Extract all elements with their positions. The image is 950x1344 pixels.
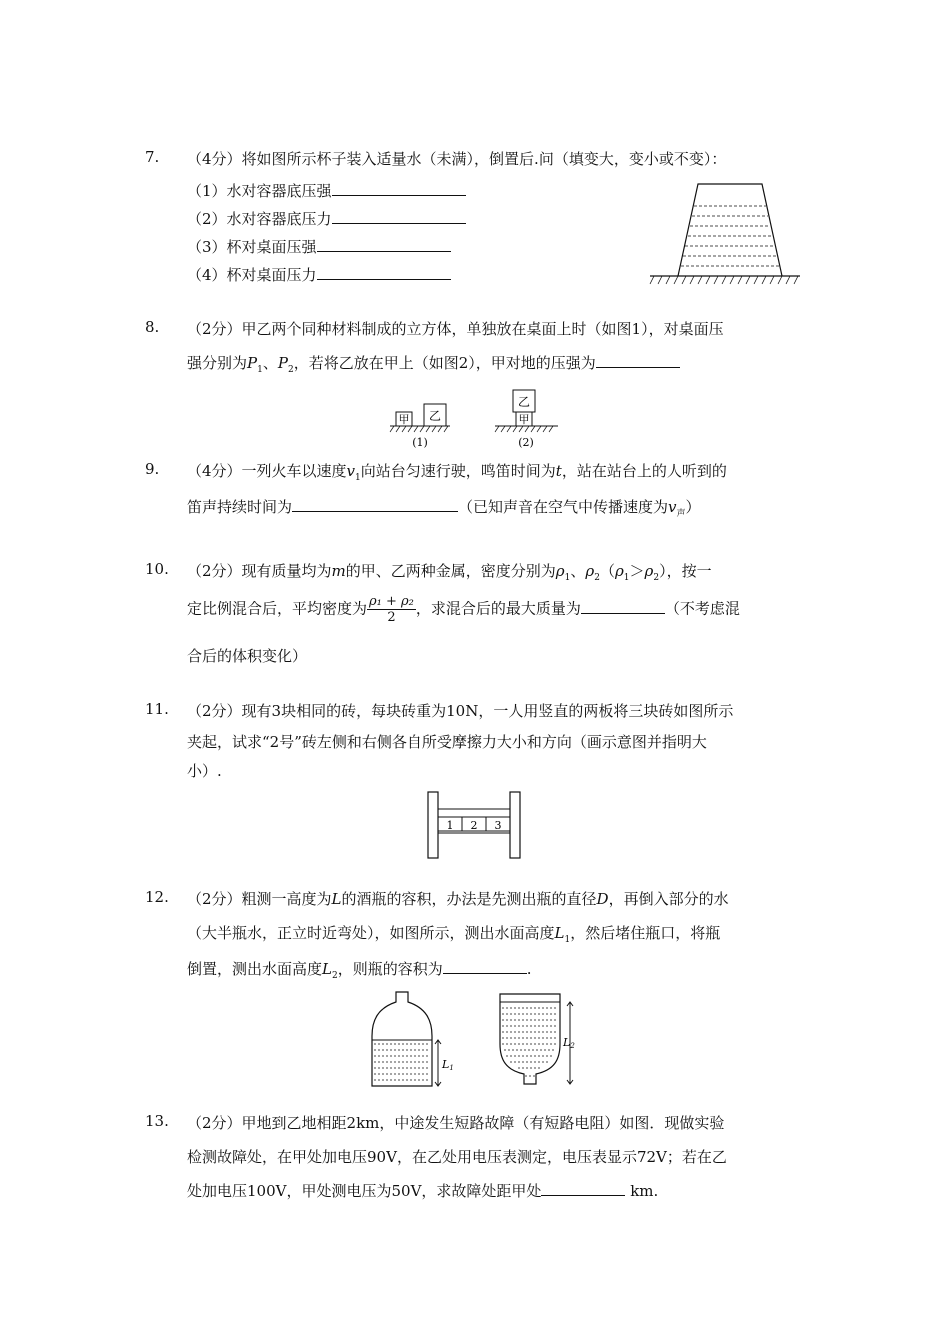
vs-symbol: v [668, 498, 677, 516]
v1-subscript: 1 [355, 473, 361, 483]
rho1-subscript: 1 [623, 573, 630, 583]
separator: 、 [570, 562, 586, 580]
q9-text: ） [685, 498, 701, 516]
jia-label: 甲 [398, 413, 410, 426]
q8-line-1: （2分）甲乙两个同种材料制成的立方体，单独放在桌面上时（如图1），对桌面压 [187, 320, 724, 338]
D-symbol: D [596, 890, 609, 908]
q10-line-3: 合后的体积变化） [187, 647, 308, 665]
paren: （ [599, 562, 615, 580]
q9-number: 9. [145, 460, 160, 478]
q13-text: ，甲处测电压为 [286, 1182, 392, 1200]
q10-text: ，求混合后的最大质量为 [415, 599, 581, 618]
rho2-subscript: 2 [594, 573, 600, 583]
L2-figure-label: L2 [563, 1036, 575, 1050]
answer-blank[interactable] [332, 209, 466, 224]
brick-weight: 10N [446, 702, 479, 720]
vs-subscript: 声 [676, 509, 686, 519]
yi-label: 乙 [517, 395, 531, 409]
distance-value: 2km [346, 1114, 380, 1132]
q8-number: 8. [145, 318, 160, 336]
voltage-value: 50V [391, 1182, 422, 1200]
answer-blank[interactable] [443, 959, 527, 974]
q7-item-4 [187, 264, 451, 285]
fraction-denominator: 2 [387, 610, 396, 625]
brick-count: 3 [271, 702, 282, 720]
q13-number: 13. [145, 1112, 169, 1130]
fig2-caption: (2) [518, 436, 534, 449]
q7-item-4-text: （4）杯对桌面压力 [187, 266, 317, 284]
q7-item-1 [187, 180, 466, 201]
rho2-subscript: 2 [653, 573, 660, 583]
q9-text: 向站台匀速行驶，鸣笛时间为 [360, 462, 556, 480]
q7-item-1-text: （1）水对容器底压强 [187, 182, 332, 200]
rho1-symbol: ρ [555, 562, 565, 580]
q12-number: 12. [145, 888, 169, 906]
q13-line-2 [187, 1146, 727, 1167]
q12-text: 倒置，测出水面高度 [187, 960, 323, 978]
yi-label: 乙 [428, 409, 442, 423]
answer-blank[interactable] [581, 599, 665, 614]
p1-subscript: 1 [257, 365, 263, 375]
brick-2-label: 2 [470, 819, 478, 832]
q11-text: ，一人用竖直的两板将三块砖如图所示 [478, 702, 734, 720]
brick-3-label: 3 [494, 819, 502, 832]
q12-text: . [526, 960, 532, 978]
q12-line-2 [187, 922, 720, 945]
q9-line-1 [187, 460, 727, 483]
paren: ） [659, 562, 667, 580]
m-symbol: m [331, 562, 346, 580]
fig1-caption: (1) [412, 436, 428, 449]
q10-text: 定比例混合后，平均密度为 [187, 599, 368, 618]
voltage-value: 100V [247, 1182, 287, 1200]
q7-stem: （4分）将如图所示杯子装入适量水（未满），倒置后.问（填变大，变小或不变）： [187, 150, 727, 168]
p1-symbol: P [247, 354, 258, 372]
q8-text: 强分别为 [187, 354, 248, 372]
q7-cup-figure [650, 180, 800, 290]
L1-subscript: 1 [564, 935, 571, 945]
answer-blank[interactable] [596, 353, 680, 368]
L2-subscript: 2 [331, 971, 338, 981]
q7-item-3-text: （3）杯对桌面压强 [187, 238, 317, 256]
jia-label: 甲 [518, 413, 530, 426]
q11-bricks-figure [426, 790, 522, 862]
q11-text: 块相同的砖，每块砖重为 [281, 702, 447, 720]
p2-subscript: 2 [287, 365, 294, 375]
q8-text: ，若将乙放在甲上（如图2），甲对地的压强为 [293, 354, 596, 372]
q7-item-3 [187, 236, 451, 257]
q13-text: ；若在乙 [666, 1148, 727, 1166]
q7-item-2-text: （2）水对容器底压力 [187, 210, 332, 228]
q13-text: ，中途发生短路故障（有短路电阻）如图．现做实验 [379, 1114, 725, 1132]
q10-line-1 [187, 560, 712, 583]
q10-text: （不考虑混 [664, 599, 740, 618]
q10-text: 的甲、乙两种金属，密度分别为 [345, 562, 556, 580]
rho1-symbol: ρ [614, 562, 624, 580]
q10-number: 10. [145, 560, 169, 578]
average-density-fraction [367, 594, 416, 625]
answer-blank[interactable] [317, 265, 451, 280]
t-symbol: t [555, 462, 562, 480]
q11-line-1 [187, 700, 733, 721]
q9-text: ，站在站台上的人听到的 [561, 462, 727, 480]
q12-text: ，再倒入部分的水 [608, 890, 729, 908]
fraction-numerator: ρ₁ + ρ₂ [369, 594, 414, 609]
answer-blank[interactable] [541, 1181, 625, 1196]
q9-text: 笛声持续时间为 [187, 498, 293, 516]
q13-text: ，在乙处用电压表测定，电压表显示 [396, 1148, 637, 1166]
q8-cubes-figure [390, 388, 560, 448]
q12-text: ，则瓶的容积为 [337, 960, 443, 978]
q11-line-3: 小）. [187, 762, 222, 780]
p2-symbol: P [277, 354, 288, 372]
q12-bottle-figure [368, 990, 588, 1090]
q12-text: （大半瓶水，正立时近弯处），如图所示，测出水面高度 [187, 924, 555, 942]
L1-symbol: L [554, 924, 565, 942]
rho2-symbol: ρ [644, 562, 654, 580]
separator: 、 [262, 354, 278, 372]
rho2-symbol: ρ [585, 562, 595, 580]
q7-number: 7. [145, 148, 160, 166]
q13-text: 处加电压 [187, 1182, 248, 1200]
L-symbol: L [331, 890, 342, 908]
q10-text: ，按一 [666, 562, 712, 580]
q12-line-3 [187, 958, 532, 981]
brick-1-label: 1 [446, 819, 454, 832]
q9-text: （已知声音在空气中传播速度为 [458, 498, 669, 516]
rho1-subscript: 1 [564, 573, 571, 583]
q12-line-1 [187, 888, 729, 909]
v1-symbol: v [346, 462, 356, 480]
q13-line-1 [187, 1112, 724, 1133]
voltage-value: 90V [367, 1148, 397, 1166]
q11-line-2: 夹起，试求“2号”砖左侧和右侧各自所受摩擦力大小和方向（画示意图并指明大 [187, 733, 707, 751]
q13-text: ，求故障处距甲处 [421, 1182, 542, 1200]
q7-item-2 [187, 208, 466, 229]
q12-text: ，然后堵住瓶口，将瓶 [570, 924, 721, 942]
answer-blank[interactable] [332, 181, 466, 196]
q8-line-2 [187, 352, 680, 375]
q12-text: （2分）粗测一高度为 [187, 890, 332, 908]
answer-blank[interactable] [292, 497, 458, 512]
voltage-value: 72V [636, 1148, 667, 1166]
q11-text: （2分）现有 [187, 702, 272, 720]
q13-text: . [653, 1182, 659, 1200]
answer-blank[interactable] [317, 237, 451, 252]
L2-symbol: L [322, 960, 332, 978]
q10-line-2 [187, 594, 740, 625]
q9-line-2 [187, 496, 701, 519]
q10-text: （2分）现有质量均为 [187, 562, 332, 580]
q13-text: （2分）甲地到乙地相距 [187, 1114, 347, 1132]
gt-symbol: ＞ [629, 562, 645, 580]
q11-number: 11. [145, 700, 169, 718]
unit-label: km [630, 1182, 654, 1200]
q9-text: （4分）一列火车以速度 [187, 462, 347, 480]
q13-text: 检测故障处，在甲处加电压 [187, 1148, 368, 1166]
q13-line-3 [187, 1180, 658, 1201]
q12-text: 的酒瓶的容积，办法是先测出瓶的直径 [341, 890, 597, 908]
L1-figure-label: L1 [442, 1058, 454, 1072]
